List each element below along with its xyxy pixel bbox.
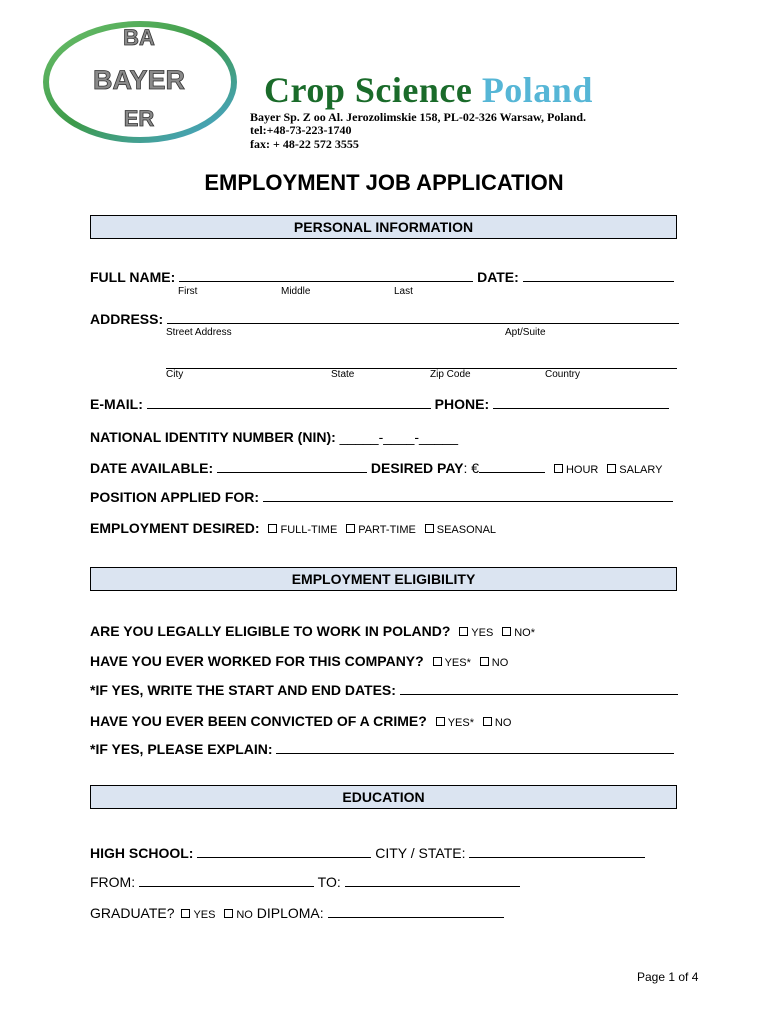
- high-school-label: HIGH SCHOOL:: [90, 845, 194, 861]
- address-row: [90, 310, 679, 328]
- conviction-row: [90, 712, 511, 732]
- worked-before-row: [90, 652, 508, 672]
- high-school-field[interactable]: [197, 844, 371, 858]
- company-fax: fax: + 48-22 572 3555: [250, 137, 359, 151]
- city-state-label: CITY / STATE:: [375, 845, 466, 861]
- from-label: FROM:: [90, 874, 136, 890]
- to-field[interactable]: [345, 873, 520, 887]
- company-name-crop-science: Crop Science: [264, 70, 473, 110]
- company-tel: tel:+48-73-223-1740: [250, 123, 352, 137]
- full-time-checkbox[interactable]: [268, 524, 277, 533]
- diploma-field[interactable]: [328, 904, 504, 918]
- date-available-label: DATE AVAILABLE:: [90, 460, 214, 476]
- conviction-explain-field[interactable]: [276, 740, 674, 754]
- last-name-caption: Last: [394, 286, 413, 297]
- employment-desired-row: [90, 519, 496, 539]
- hour-option-label: HOUR: [565, 464, 599, 476]
- high-school-city-state-field[interactable]: [469, 844, 645, 858]
- to-label: TO:: [317, 874, 341, 890]
- page-number: Page 1 of 4: [637, 970, 699, 984]
- eligible-question: ARE YOU LEGALLY ELIGIBLE TO WORK IN POLAND?: [90, 623, 451, 639]
- logo-text-top: BA: [123, 25, 155, 50]
- email-phone-row: [90, 395, 669, 413]
- worked-before-yes-checkbox[interactable]: [433, 657, 442, 666]
- from-to-row: [90, 873, 520, 891]
- from-field[interactable]: [139, 873, 314, 887]
- conviction-yes-label: YES*: [447, 717, 475, 729]
- graduate-yes-checkbox[interactable]: [181, 909, 190, 918]
- street-address-field[interactable]: [167, 310, 679, 324]
- conviction-no-checkbox[interactable]: [483, 717, 492, 726]
- conviction-explain-label: *IF YES, PLEASE EXPLAIN:: [90, 741, 273, 757]
- employment-desired-label: EMPLOYMENT DESIRED:: [90, 520, 260, 536]
- eligible-yes-checkbox[interactable]: [459, 627, 468, 636]
- graduate-no-label: NO: [236, 909, 253, 921]
- eligible-question-row: [90, 622, 535, 642]
- part-time-option-label: PART-TIME: [358, 524, 416, 536]
- full-name-field[interactable]: [179, 268, 473, 282]
- desired-pay-field[interactable]: [479, 459, 545, 473]
- nin-label: NATIONAL IDENTITY NUMBER (NIN):: [90, 429, 336, 445]
- seasonal-option-label: SEASONAL: [436, 524, 497, 536]
- diploma-label: DIPLOMA:: [256, 905, 324, 921]
- address-label: ADDRESS:: [90, 311, 164, 327]
- position-field[interactable]: [263, 488, 673, 502]
- graduate-row: [90, 904, 504, 924]
- full-name-label: FULL NAME:: [90, 269, 176, 285]
- education-heading: EDUCATION: [90, 785, 677, 809]
- date-label: DATE:: [477, 269, 519, 285]
- date-available-row: [90, 459, 662, 479]
- country-caption: Country: [545, 369, 581, 380]
- logo-text-bottom: ER: [123, 106, 155, 131]
- date-available-field[interactable]: [217, 459, 367, 473]
- email-label: E-MAIL:: [90, 396, 143, 412]
- full-time-option-label: FULL-TIME: [280, 524, 338, 536]
- date-field[interactable]: [523, 268, 674, 282]
- conviction-question: HAVE YOU EVER BEEN CONVICTED OF A CRIME?: [90, 713, 427, 729]
- desired-pay-currency: : €: [463, 460, 480, 476]
- middle-name-caption: Middle: [281, 286, 311, 297]
- phone-label: PHONE:: [434, 396, 490, 412]
- conviction-no-label: NO: [494, 717, 512, 729]
- worked-before-no-checkbox[interactable]: [480, 657, 489, 666]
- first-name-caption: First: [178, 286, 198, 297]
- conviction-explain-row: [90, 740, 674, 758]
- seasonal-checkbox[interactable]: [425, 524, 434, 533]
- email-field[interactable]: [147, 395, 431, 409]
- company-name-poland: Poland: [481, 70, 593, 110]
- desired-pay-label: DESIRED PAY: [370, 460, 464, 476]
- city-state-zip-field[interactable]: [166, 368, 677, 369]
- work-dates-label: *IF YES, WRITE THE START AND END DATES:: [90, 682, 396, 698]
- full-name-row: [90, 268, 674, 286]
- position-label: POSITION APPLIED FOR:: [90, 489, 260, 505]
- high-school-row: [90, 844, 645, 862]
- phone-field[interactable]: [493, 395, 669, 409]
- street-address-caption: Street Address: [166, 327, 232, 338]
- graduate-label: GRADUATE?: [90, 905, 175, 921]
- worked-before-yes-label: YES*: [444, 657, 471, 669]
- nin-row: [90, 428, 458, 446]
- employment-eligibility-heading: EMPLOYMENT ELIGIBILITY: [90, 567, 677, 591]
- worked-before-no-label: NO: [491, 657, 509, 669]
- salary-option-label: SALARY: [619, 464, 663, 476]
- salary-checkbox[interactable]: [607, 464, 616, 473]
- part-time-checkbox[interactable]: [346, 524, 355, 533]
- company-name: [264, 68, 593, 112]
- nin-field[interactable]: _____-____-_____: [339, 429, 458, 445]
- position-row: [90, 488, 673, 506]
- apt-suite-caption: Apt/Suite: [505, 327, 546, 338]
- hour-checkbox[interactable]: [554, 464, 563, 473]
- eligible-no-checkbox[interactable]: [502, 627, 511, 636]
- state-caption: State: [331, 369, 355, 380]
- worked-before-question: HAVE YOU EVER WORKED FOR THIS COMPANY?: [90, 653, 424, 669]
- graduate-yes-label: YES: [193, 909, 216, 921]
- city-caption: City: [166, 369, 184, 380]
- eligible-yes-label: YES: [471, 627, 494, 639]
- work-dates-row: [90, 681, 678, 699]
- graduate-no-checkbox[interactable]: [224, 909, 233, 918]
- conviction-yes-checkbox[interactable]: [436, 717, 445, 726]
- eligible-no-label: NO*: [514, 627, 535, 639]
- personal-information-heading: PERSONAL INFORMATION: [90, 215, 677, 239]
- bayer-logo: [42, 20, 238, 144]
- company-address: Bayer Sp. Z oo Al. Jerozolimskie 158, PL-02-326 Warsaw, Poland.: [250, 110, 587, 124]
- zip-code-caption: Zip Code: [430, 369, 471, 380]
- document-title: EMPLOYMENT JOB APPLICATION: [204, 170, 564, 195]
- logo-text-horizontal: BAYER: [92, 65, 186, 95]
- work-dates-field[interactable]: [400, 681, 678, 695]
